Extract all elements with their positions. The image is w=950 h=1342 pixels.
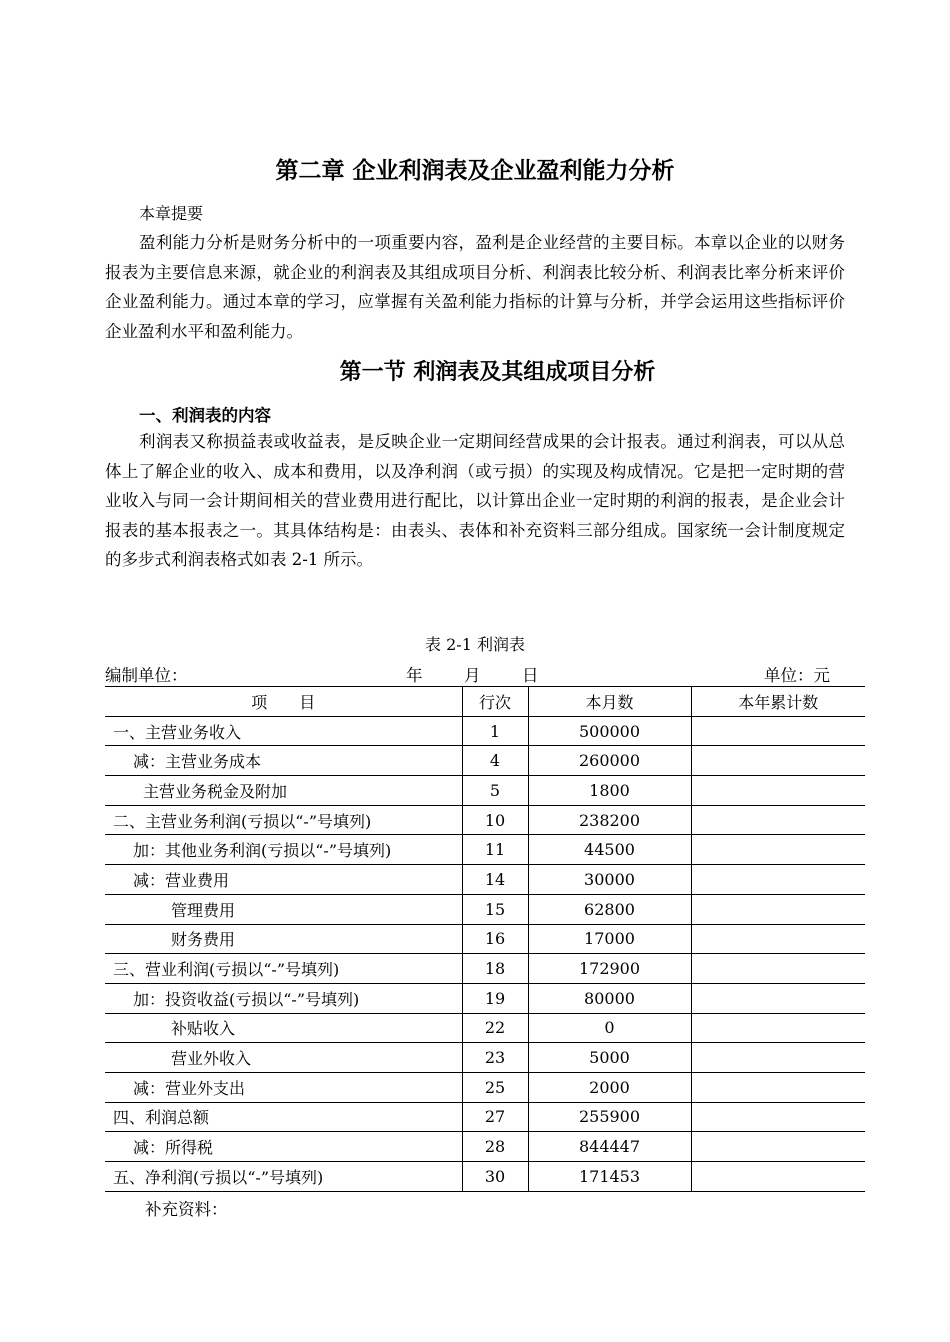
table-row (105, 805, 865, 835)
table-header-row (105, 687, 865, 717)
row-year-to-date (691, 1102, 865, 1132)
header-item: 项 目 (105, 687, 462, 717)
chapter-title: 第二章 企业利润表及企业盈利能力分析 (275, 158, 675, 184)
table-row (105, 1013, 865, 1043)
row-line-no: 22 (462, 1013, 528, 1043)
row-item: 财务费用 (105, 924, 462, 954)
table-row (105, 776, 865, 806)
summary-label: 本章提要 (139, 204, 204, 223)
table-row (105, 746, 865, 776)
row-line-no: 30 (462, 1162, 528, 1192)
row-item: 二、主营业务利润(亏损以“-”号填列) (105, 805, 462, 835)
row-line-no: 25 (462, 1072, 528, 1102)
subsection-title: 一、利润表的内容 (139, 406, 271, 425)
row-current-month: 238200 (528, 805, 691, 835)
row-year-to-date (691, 894, 865, 924)
row-year-to-date (691, 954, 865, 984)
table-row (105, 894, 865, 924)
table-row (105, 954, 865, 984)
table-row (105, 983, 865, 1013)
row-current-month: 80000 (528, 983, 691, 1013)
row-item: 加：投资收益(亏损以“-”号填列) (105, 983, 462, 1013)
row-current-month: 30000 (528, 865, 691, 895)
row-year-to-date (691, 1013, 865, 1043)
row-current-month: 1800 (528, 776, 691, 806)
table-row (105, 1132, 865, 1162)
row-year-to-date (691, 805, 865, 835)
row-year-to-date (691, 1043, 865, 1073)
header-current-month: 本月数 (528, 687, 691, 717)
row-line-no: 28 (462, 1132, 528, 1162)
row-line-no: 14 (462, 865, 528, 895)
row-year-to-date (691, 1162, 865, 1192)
row-line-no: 27 (462, 1102, 528, 1132)
row-year-to-date (691, 746, 865, 776)
row-line-no: 1 (462, 716, 528, 746)
row-item: 管理费用 (105, 894, 462, 924)
row-item: 三、营业利润(亏损以“-”号填列) (105, 954, 462, 984)
row-item: 减：所得税 (105, 1132, 462, 1162)
header-year-to-date: 本年累计数 (691, 687, 865, 717)
row-year-to-date (691, 924, 865, 954)
row-current-month: 44500 (528, 835, 691, 865)
section-title: 第一节 利润表及其组成项目分析 (339, 360, 656, 385)
row-year-to-date (691, 835, 865, 865)
table-row (105, 716, 865, 746)
row-year-to-date (691, 776, 865, 806)
row-item: 五、净利润(亏损以“-”号填列) (105, 1162, 462, 1192)
row-line-no: 10 (462, 805, 528, 835)
table-row (105, 1043, 865, 1073)
table-row (105, 1072, 865, 1102)
row-line-no: 15 (462, 894, 528, 924)
year-label: 年 (406, 666, 423, 685)
table-row (105, 835, 865, 865)
table-row (105, 1162, 865, 1192)
row-year-to-date (691, 716, 865, 746)
row-current-month: 2000 (528, 1072, 691, 1102)
row-current-month: 255900 (528, 1102, 691, 1132)
row-line-no: 4 (462, 746, 528, 776)
prepared-by-label: 编制单位： (105, 666, 188, 685)
header-line-no: 行次 (462, 687, 528, 717)
row-current-month: 171453 (528, 1162, 691, 1192)
income-statement-table (105, 686, 865, 1192)
row-item: 减：营业外支出 (105, 1072, 462, 1102)
row-item: 减：营业费用 (105, 865, 462, 895)
row-line-no: 23 (462, 1043, 528, 1073)
row-item: 营业外收入 (105, 1043, 462, 1073)
row-line-no: 5 (462, 776, 528, 806)
row-item: 一、主营业务收入 (105, 716, 462, 746)
row-item: 加：其他业务利润(亏损以“-”号填列) (105, 835, 462, 865)
table-caption: 表 2-1 利润表 (425, 635, 525, 654)
row-item: 主营业务税金及附加 (105, 776, 462, 806)
row-item: 补贴收入 (105, 1013, 462, 1043)
row-current-month: 172900 (528, 954, 691, 984)
row-current-month: 62800 (528, 894, 691, 924)
table-row (105, 1102, 865, 1132)
row-year-to-date (691, 1072, 865, 1102)
row-line-no: 19 (462, 983, 528, 1013)
row-year-to-date (691, 1132, 865, 1162)
row-line-no: 16 (462, 924, 528, 954)
month-label: 月 (464, 666, 481, 685)
row-item: 减：主营业务成本 (105, 746, 462, 776)
row-year-to-date (691, 983, 865, 1013)
row-line-no: 18 (462, 954, 528, 984)
table-row (105, 865, 865, 895)
row-current-month: 17000 (528, 924, 691, 954)
row-current-month: 500000 (528, 716, 691, 746)
row-current-month: 260000 (528, 746, 691, 776)
row-item: 四、利润总额 (105, 1102, 462, 1132)
row-line-no: 11 (462, 835, 528, 865)
day-label: 日 (522, 666, 539, 685)
row-current-month: 5000 (528, 1043, 691, 1073)
body-paragraph: 利润表又称损益表或收益表，是反映企业一定期间经营成果的会计报表。通过利润表，可以从总体上了解企业的收入、成本和费用，以及净利润（或亏损）的实现及构成情况。它是把一定时期的营业收入与同一会计期间相关的营业费用进行配比，以计算出企业一定时期的利润的报表，是企业会计报表的基本报表之一。其具体结构是：由表头、表体和补充资料三部分组成。国家统一会计制度规定的多步式利润表格式如表 2-1 所示。 (105, 432, 845, 569)
row-year-to-date (691, 865, 865, 895)
currency-unit-label: 单位：元 (764, 666, 830, 685)
table-row (105, 924, 865, 954)
summary-paragraph: 盈利能力分析是财务分析中的一项重要内容，盈利是企业经营的主要目标。本章以企业的以财务报表为主要信息来源，就企业的利润表及其组成项目分析、利润表比较分析、利润表比率分析来评价企业盈利能力。通过本章的学习，应掌握有关盈利能力指标的计算与分析，并学会运用这些指标评价企业盈利水平和盈利能力。 (105, 233, 845, 341)
supplementary-info-label: 补充资料： (145, 1200, 228, 1219)
row-current-month: 844447 (528, 1132, 691, 1162)
row-current-month: 0 (528, 1013, 691, 1043)
